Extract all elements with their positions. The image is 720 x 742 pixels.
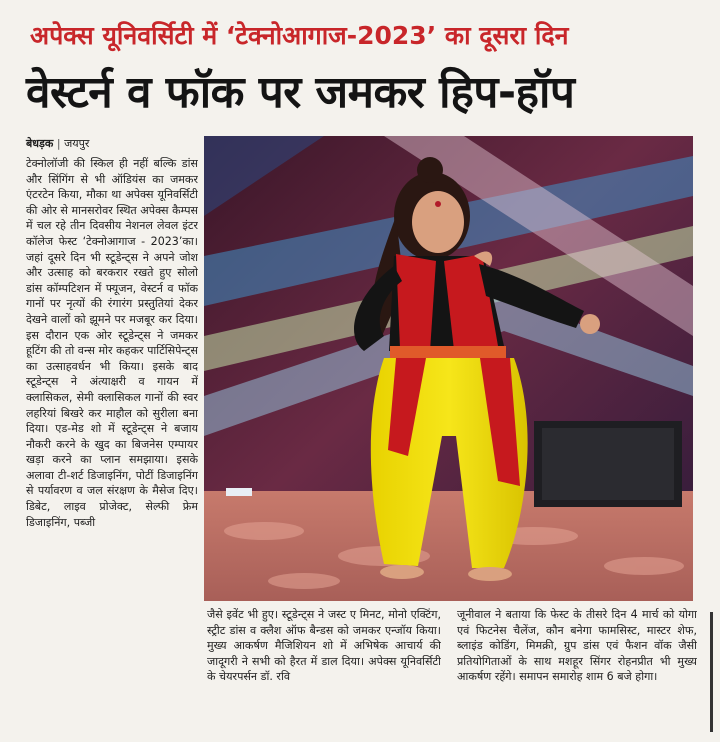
column-1-text: टेक्नोलॉजी की स्किल ही नहीं बल्कि डांस और सिंगिंग से भी ऑडियंस का जमकर एंटरटेन किया, मौका था अपेक्स यूनिवर्सिटी की ओर से मानसरोवर स्थित अपेक्स कैम्पस में चल रहे तीन दिवसीय नेशनल लेवल इंटर कॉलेज फेस्ट ‘टेक्नोआगाज - 2023’का। जहां दूसरे दिन भी स्टूडेन्ट्स ने अपने जोश और उत्साह को बरकरार रखते हुए सोलो डांस कॉम्पटिशन में फ्यूजन, वेस्टर्न व फॉक गानों पर नृत्यों की रंगारंग प्रस्तुतियां देकर देखने वालों को झूमने पर मजबूर कर दिया। इस दौरान एक ओर स्टूडेन्ट्स ने जमकर हूटिंग की तो वन्स मोर कहकर पार्टिसिपेन्ट्स का उत्साहवर्धन भी किया। इसके बाद स्टूडेन्ट्स ने अंत्याक्षरी व गायन में क्लासिकल, सेमी क्लासिकल गानों की स्वर लहरियां बिखरे कर माहौल को सुरीला बना दिया। एड-मेड शो में स्टूडेन्ट्स ने बजाय नौकरी करने के खुद का बिजनेस एम्पायर खड़ा करने का प्लान समझाया। इसके अलावा टी-शर्ट डिजाइनिंग, पोटीं डिजाइनिंग से पर्यावरण व जल संरक्षण के मैसेज दिए। डिबेट, लाइव प्रोजेक्ट, सेल्फी फ्रेम डिजाइनिंग, पब्जी: [26, 157, 198, 529]
article-kicker: अपेक्स यूनिवर्सिटी में ‘टेक्नोआगाज-2023’ का दूसरा दिन: [30, 21, 569, 50]
article-headline: वेस्टर्न व फॉक पर जमकर हिप-हॉप: [26, 67, 575, 118]
byline-separator: |: [56, 137, 61, 150]
column-3-text: जूनीवाल ने बताया कि फेस्ट के तीसरे दिन 4 मार्च को योगा एवं फिटनेस चैलेंज, कौन बनेगा फामसिस्ट, मास्टर शेफ, ब्लाइंड कोडिंग, मिमक्री, ग्रुप डांस एवं फैशन वॉक जैसी प्रतियोगिताओं के साथ मशहूर सिंगर रोहनप्रीत भी मुख्य आकर्षण रहेंगे। समापन समारोह शाम 6 बजे होगा।: [457, 608, 697, 684]
byline: [26, 136, 196, 152]
article-column-3: [457, 607, 697, 742]
byline-source: बेधड़क: [26, 137, 54, 150]
article-column-1: [26, 156, 198, 742]
dancer-photo-illustration: [204, 136, 693, 601]
byline-city: जयपुर: [64, 137, 90, 150]
dancer-photo: [204, 136, 693, 601]
edge-rule: [710, 612, 713, 732]
article-column-2: [207, 607, 441, 742]
column-2-text: जैसे इवेंट भी हुए। स्टूडेन्ट्स ने जस्ट ए मिनट, मोनो एक्टिंग, स्ट्रीट डांस व क्लैश ऑफ बैन्डस को जमकर एन्जॉय किया। मुख्य आकर्षण मैजिशियन शो में अभिषेक आचार्य की जादूगरी ने सभी को हैरत में डाल दिया। अपेक्स यूनिवर्सिटी के चेयरपर्सन डॉ. रवि: [207, 608, 441, 684]
